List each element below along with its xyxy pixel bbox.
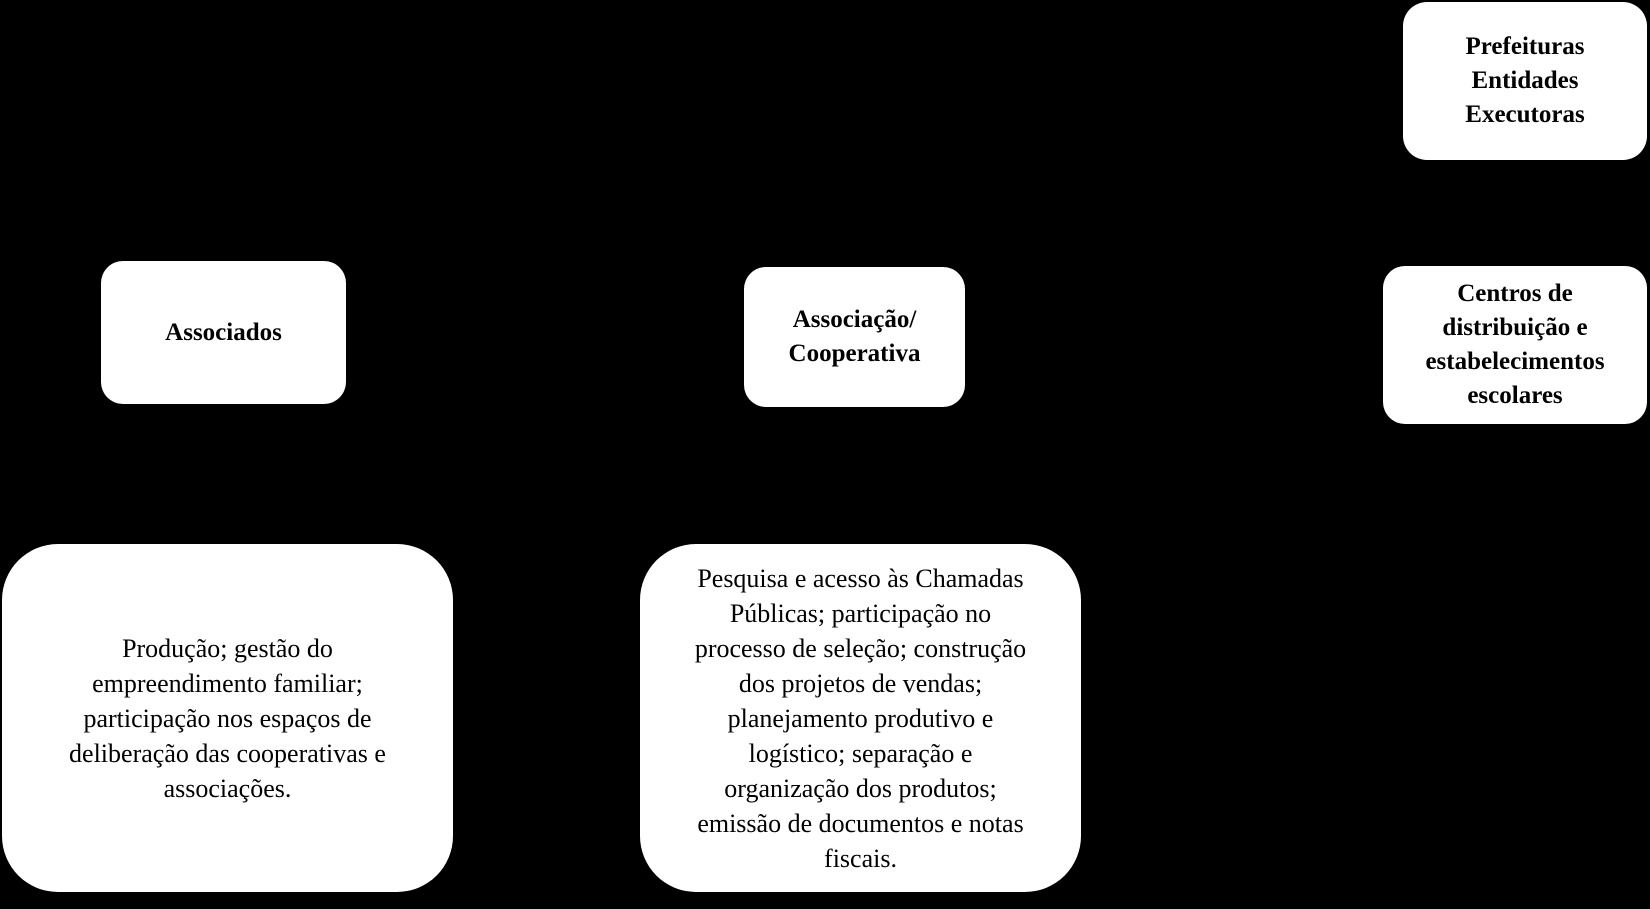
node-label-line: Prefeituras [1465,33,1585,60]
node-description-line: Pesquisa e acesso às Chamadas [697,563,1024,593]
node-description-line: dos projetos de vendas; [738,668,983,698]
node-description [69,631,386,806]
node-description-line: planejamento produtivo e [727,703,994,733]
node-description-line: processo de seleção; construção [694,633,1027,663]
node-description-line: associações. [163,773,292,803]
node-label-line: Entidades [1471,67,1579,94]
node-label-line: Cooperativa [788,340,921,367]
node-label [1425,277,1604,413]
node-label-line: Associados [165,318,282,346]
node-label-line: Centros de [1457,280,1573,307]
node-description-line: participação nos espaços de [83,703,372,733]
node-label-line: distribuição e [1442,314,1588,341]
node-associados-responsibilities [2,544,453,892]
node-label-line: estabelecimentos [1425,348,1605,375]
node-associacao-cooperativa [744,267,965,407]
node-description-line: organização dos produtos; [724,773,997,803]
node-description-line: deliberação das cooperativas e [69,738,386,768]
node-description-line: logístico; separação e [748,738,973,768]
node-label-line: escolares [1467,382,1563,409]
node-cooperativa-responsibilities [640,544,1081,892]
node-label [789,303,921,371]
node-associados [101,261,346,404]
node-description-line: fiscais. [824,843,897,873]
node-label-line: Associação/ [792,306,917,333]
node-label [165,316,282,350]
node-prefeituras-entidades-executoras [1403,2,1647,160]
node-centros-distribuicao [1383,266,1647,424]
node-description-line: Produção; gestão do [122,633,333,663]
node-label-line: Executoras [1465,101,1585,128]
node-description [695,561,1026,876]
node-description-line: Públicas; participação no [729,598,992,628]
node-description-line: empreendimento familiar; [92,668,363,698]
node-label [1465,30,1584,132]
node-description-line: emissão de documentos e notas [697,808,1024,838]
